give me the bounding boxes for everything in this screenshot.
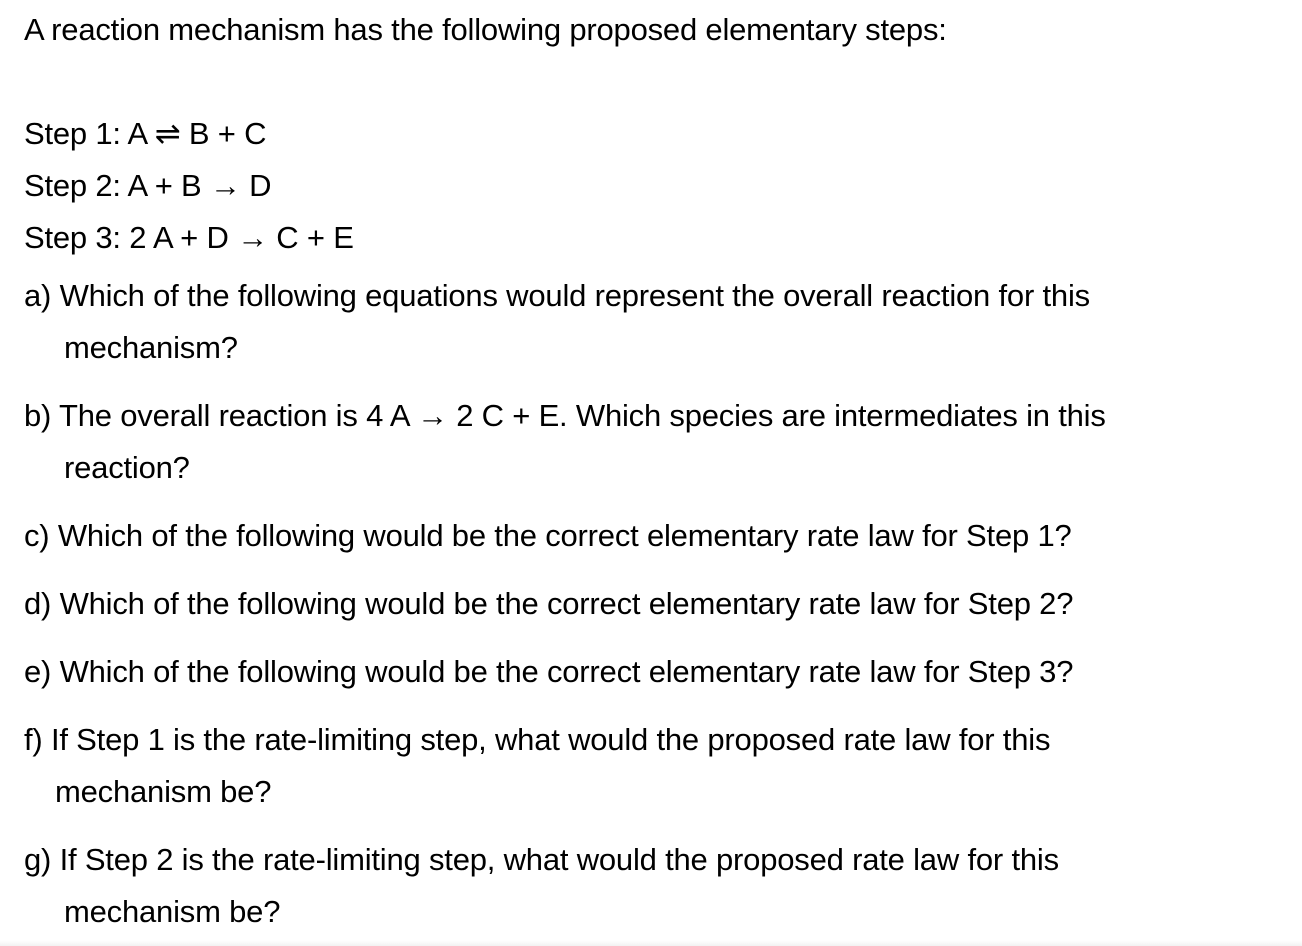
question-g-line2: mechanism be?: [64, 894, 281, 929]
question-f-line2: mechanism be?: [55, 774, 272, 809]
step-2: Step 2: A + B → D: [24, 168, 272, 203]
question-g-line1: g) If Step 2 is the rate-limiting step, what would the proposed rate law for this: [24, 842, 1059, 877]
step-1: Step 1: A ⇌ B + C: [24, 116, 267, 151]
question-a-line1: a) Which of the following equations would represent the overall reaction for this: [24, 278, 1090, 313]
page-bottom-edge: [0, 940, 1302, 946]
question-b-line2: reaction?: [64, 450, 190, 485]
step-3: Step 3: 2 A + D → C + E: [24, 220, 354, 255]
intro-text: A reaction mechanism has the following proposed elementary steps:: [24, 12, 947, 47]
question-c: c) Which of the following would be the correct elementary rate law for Step 1?: [24, 518, 1072, 553]
question-e: e) Which of the following would be the correct elementary rate law for Step 3?: [24, 654, 1074, 689]
question-a-line2: mechanism?: [64, 330, 238, 365]
question-f-line1: f) If Step 1 is the rate-limiting step, what would the proposed rate law for this: [24, 722, 1051, 757]
question-b-line1: b) The overall reaction is 4 A → 2 C + E. Which species are intermediates in this: [24, 398, 1106, 433]
question-d: d) Which of the following would be the correct elementary rate law for Step 2?: [24, 586, 1074, 621]
